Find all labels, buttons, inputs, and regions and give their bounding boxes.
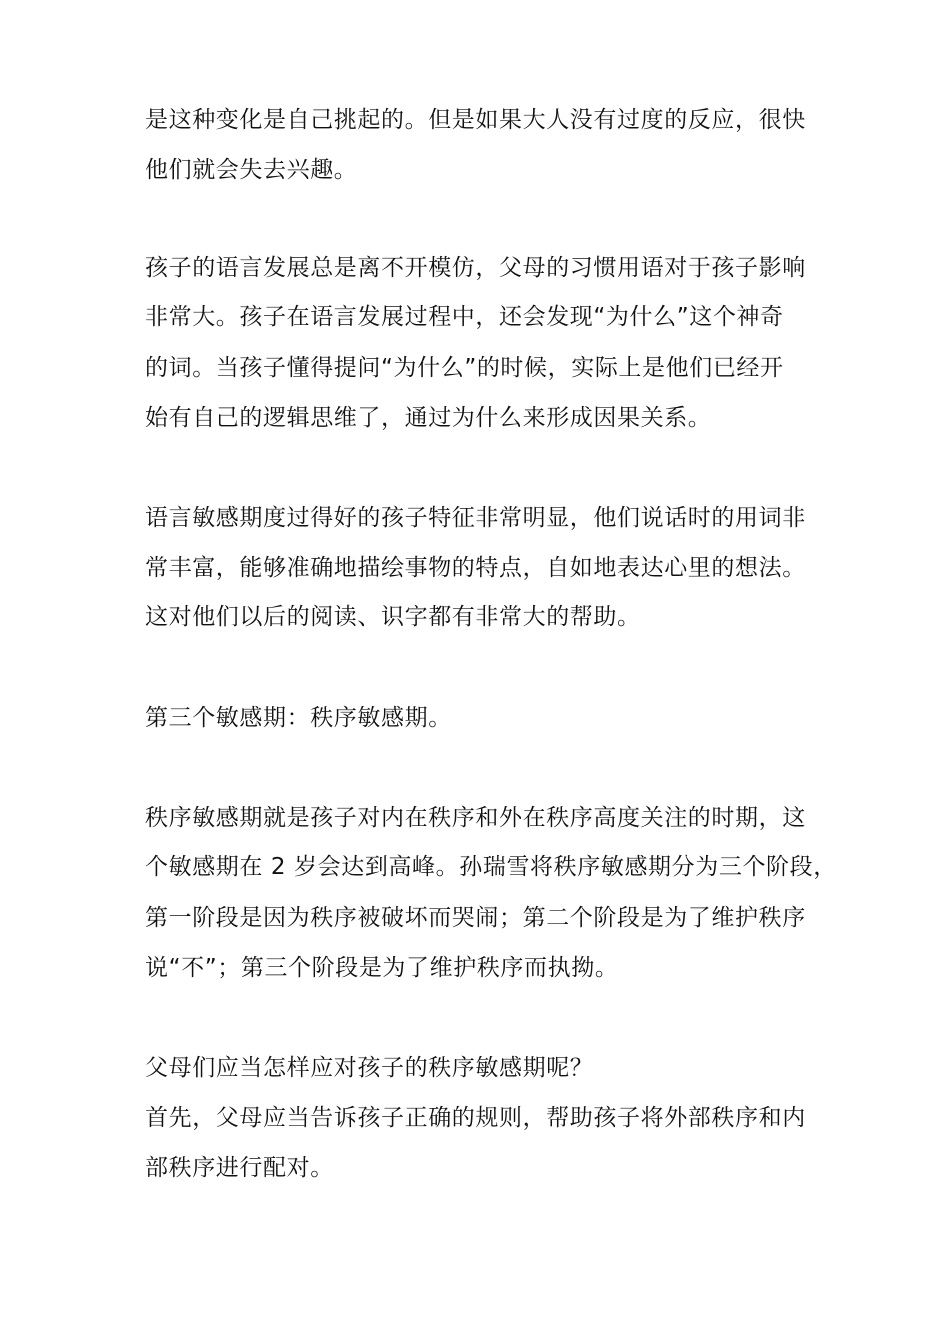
text-line: 首先，父母应当告诉孩子正确的规则，帮助孩子将外部秩序和内 [145, 1105, 806, 1131]
text-line: 的词。当孩子懂得提问“为什么”的时候，实际上是他们已经开 [145, 355, 784, 381]
question-line: 父母们应当怎样应对孩子的秩序敏感期呢？ [145, 1055, 594, 1081]
text-line: 他们就会失去兴趣。 [145, 157, 358, 183]
text-line: 这对他们以后的阅读、识字都有非常大的帮助。 [145, 604, 641, 630]
text-line: 第一阶段是因为秩序被破坏而哭闹；第二个阶段是为了维护秩序 [145, 905, 806, 931]
text-line: 始有自己的逻辑思维了，通过为什么来形成因果关系。 [145, 405, 712, 431]
text-line: 孩子的语言发展总是离不开模仿，父母的习惯用语对于孩子影响 [145, 255, 806, 281]
text-line: 非常大。孩子在语言发展过程中，还会发现“为什么”这个神奇 [145, 304, 784, 330]
text-line: 说“不”；第三个阶段是为了维护秩序而执拗。 [145, 955, 619, 981]
text-line: 语言敏感期度过得好的孩子特征非常明显，他们说话时的用词非 [145, 505, 806, 531]
text-line: 部秩序进行配对。 [145, 1155, 334, 1181]
section-heading: 第三个敏感期：秩序敏感期。 [145, 705, 452, 731]
text-line: 常丰富，能够准确地描绘事物的特点，自如地表达心里的想法。 [145, 555, 806, 581]
text-line: 是这种变化是自己挑起的。但是如果大人没有过度的反应，很快 [145, 107, 806, 133]
text-line: 个敏感期在 2 岁会达到高峰。孙瑞雪将秩序敏感期分为三个阶段， [145, 854, 837, 880]
text-line: 秩序敏感期就是孩子对内在秩序和外在秩序高度关注的时期，这 [145, 805, 806, 831]
